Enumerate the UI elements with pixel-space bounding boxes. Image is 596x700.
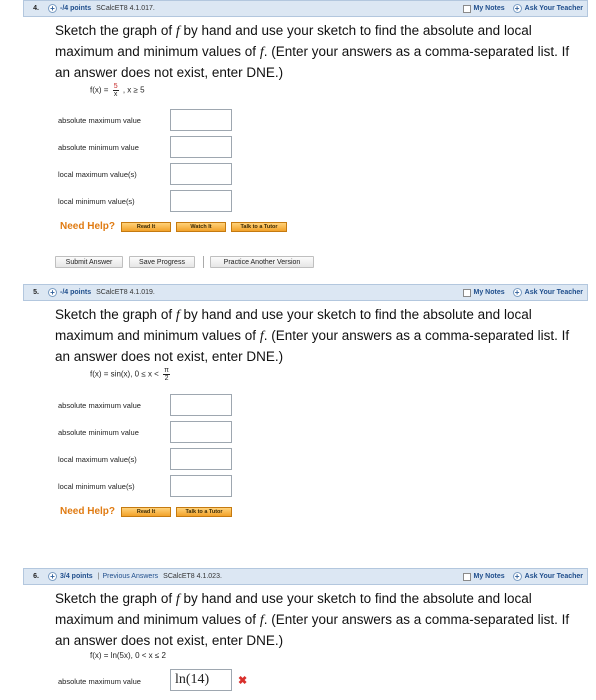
watch-it-button[interactable]: Watch It (176, 222, 226, 232)
ask-teacher-plus-icon[interactable]: + (513, 288, 522, 297)
my-notes-checkbox[interactable] (463, 5, 471, 13)
points-label: 3/4 points (60, 573, 93, 580)
my-notes-link[interactable]: My Notes (473, 289, 505, 296)
ask-teacher-plus-icon[interactable]: + (513, 4, 522, 13)
question-number: 5. (33, 289, 39, 296)
answer-row: absolute maximum value (58, 677, 141, 686)
answer-input[interactable] (170, 163, 232, 185)
question-body (46, 586, 586, 651)
question-number: 6. (33, 573, 39, 580)
answer-input[interactable] (170, 421, 232, 443)
ask-teacher-plus-icon[interactable]: + (513, 572, 522, 581)
my-notes-checkbox[interactable] (463, 289, 471, 297)
answer-input[interactable] (170, 136, 232, 158)
my-notes-link[interactable]: My Notes (473, 5, 505, 12)
action-bar (55, 256, 320, 268)
ask-teacher-link[interactable]: Ask Your Teacher (524, 289, 583, 296)
question-body (46, 302, 586, 367)
ask-teacher-link[interactable]: Ask Your Teacher (524, 5, 583, 12)
read-it-button[interactable]: Read It (121, 507, 171, 517)
points-label: -/4 points (60, 5, 92, 12)
separator: | (97, 573, 100, 580)
answer-row: local maximum value(s) (58, 455, 137, 464)
function-definition: f(x) = sin(x), 0 ≤ x < $\frac{\pi}{2}$ (90, 367, 169, 382)
answer-row: absolute minimum value (58, 143, 139, 152)
question-header (23, 568, 588, 585)
question-header (23, 0, 588, 17)
answer-row: absolute minimum value (58, 428, 139, 437)
talk-to-tutor-button[interactable]: Talk to a Tutor (176, 507, 232, 517)
question-header (23, 284, 588, 301)
answer-input[interactable] (170, 394, 232, 416)
need-help-label: Need Help? (60, 506, 116, 517)
answer-row: local maximum value(s) (58, 170, 137, 179)
help-bar (60, 221, 292, 232)
previous-answers-link[interactable]: Previous Answers (102, 573, 159, 580)
question-prompt: Sketch the graph of f by hand and use your sketch to find the absolute and local maximum and minimum values of f. (Enter your answers as a comma-separated list. If an answer does not exist, enter DNE.) (55, 591, 570, 648)
expand-plus-icon[interactable]: + (48, 288, 57, 297)
question-source: SCalcET8 4.1.023. (163, 573, 222, 580)
question-body (46, 18, 586, 83)
expand-plus-icon[interactable]: + (48, 572, 57, 581)
answer-row: local minimum value(s) (58, 482, 135, 491)
answer-input[interactable] (170, 448, 232, 470)
function-definition: f(x) = ln(5x), 0 < x ≤ 2 (90, 651, 166, 660)
incorrect-x-icon: ✖ (238, 675, 248, 687)
divider (203, 256, 204, 268)
points-label: -/4 points (60, 289, 92, 296)
question-source: SCalcET8 4.1.017. (96, 5, 155, 12)
read-it-button[interactable]: Read It (121, 222, 171, 232)
answer-row: absolute maximum value (58, 116, 141, 125)
my-notes-link[interactable]: My Notes (473, 573, 505, 580)
answer-row: absolute maximum value (58, 401, 141, 410)
expand-plus-icon[interactable]: + (48, 4, 57, 13)
answer-input[interactable]: ln(14) (170, 669, 232, 691)
need-help-label: Need Help? (60, 221, 116, 232)
question-source: SCalcET8 4.1.019. (96, 289, 155, 296)
submit-answer-button[interactable]: Submit Answer (55, 256, 123, 268)
talk-to-tutor-button[interactable]: Talk to a Tutor (231, 222, 287, 232)
question-prompt: Sketch the graph of f by hand and use your sketch to find the absolute and local maximum and minimum values of f. (Enter your answers as a comma-separated list. If an answer does not exist, enter DNE.) (55, 307, 570, 364)
answer-input[interactable] (170, 475, 232, 497)
my-notes-checkbox[interactable] (463, 573, 471, 581)
question-number: 4. (33, 5, 39, 12)
practice-another-version-button[interactable]: Practice Another Version (210, 256, 314, 268)
function-definition: f(x) = $\frac{5}{x}$ , x ≥ 5 (90, 83, 145, 98)
answer-input[interactable] (170, 109, 232, 131)
help-bar (60, 506, 237, 517)
save-progress-button[interactable]: Save Progress (129, 256, 195, 268)
ask-teacher-link[interactable]: Ask Your Teacher (524, 573, 583, 580)
answer-input[interactable] (170, 190, 232, 212)
question-prompt: Sketch the graph of f by hand and use your sketch to find the absolute and local maximum and minimum values of f. (Enter your answers as a comma-separated list. If an answer does not exist, enter DNE.) (55, 23, 570, 80)
answer-row: local minimum value(s) (58, 197, 135, 206)
